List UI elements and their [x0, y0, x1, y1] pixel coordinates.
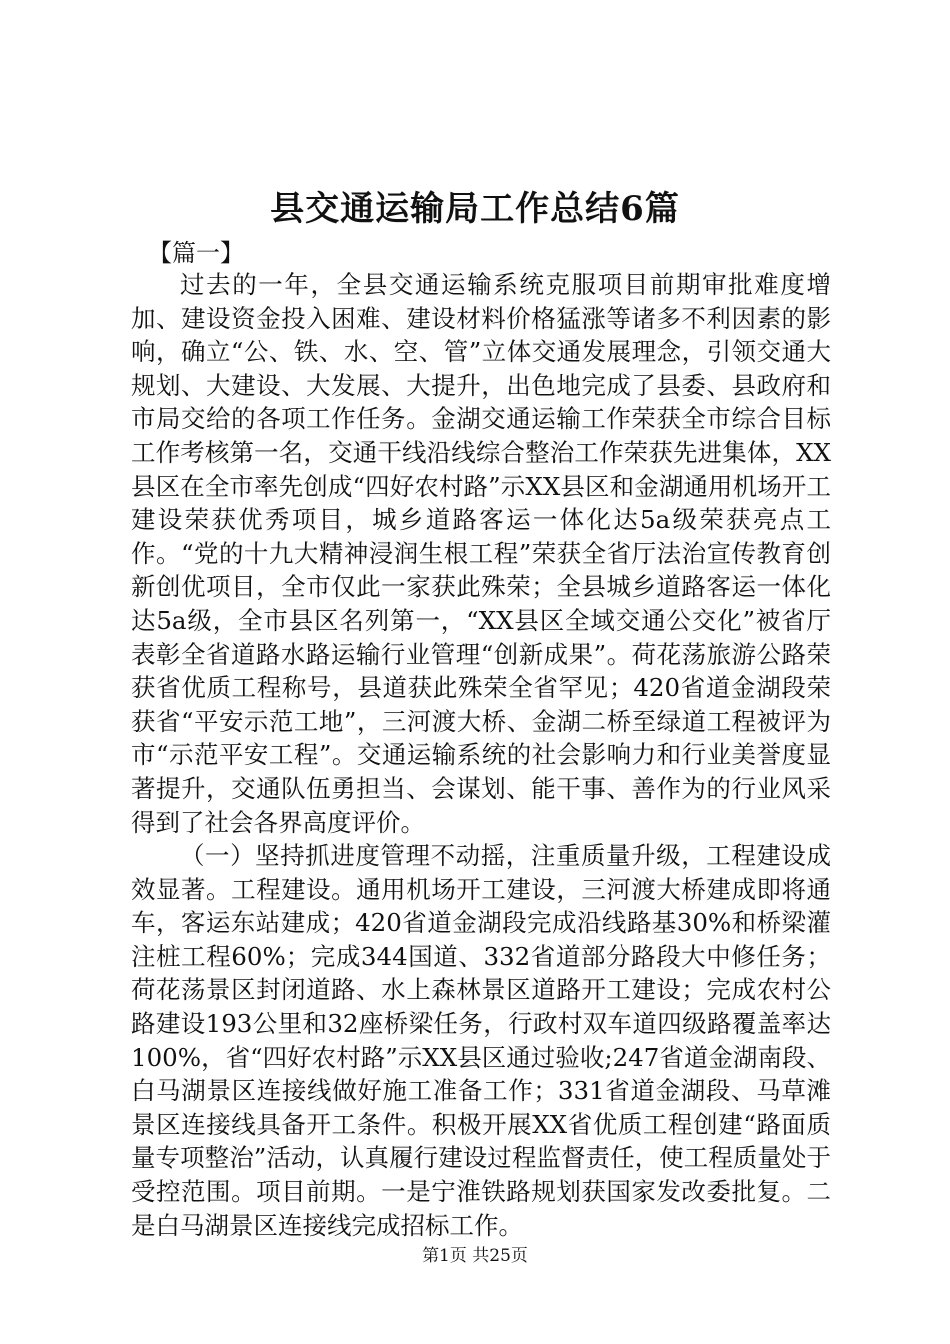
section-label: 【篇一】	[148, 239, 244, 267]
paragraph-1: 过去的一年，全县交通运输系统克服项目前期审批难度增加、建设资金投入困难、建设材料价格猛涨等诸多不利因素的影响，确立“公、铁、水、空、管”立体交通发展理念，引领交通大规划、大建设、大发展、大提升，出色地完成了县委、县政府和市局交给的各项工作任务。金湖交通运输工作荣获全市综合目标工作考核第一名，交通干线沿线综合整治工作荣获先进集体，XX县区在全市率先创成“四好农村路”示XX县区和金湖通用机场开工建设荣获优秀项目，城乡道路客运一体化达5a级荣获亮点工作。“党的十九大精神浸润生根工程”荣获全省厅法治宣传教育创新创优项目，全市仅此一家获此殊荣；全县城乡道路客运一体化达5a级，全市县区名列第一，“XX县区全域交通公交化”被省厅表彰全省道路水路运输行业管理“创新成果”。荷花荡旅游公路荣获省优质工程称号，县道获此殊荣全省罕见；420省道金湖段荣获省“平安示范工地”，三河渡大桥、金湖二桥至绿道工程被评为市“示范平安工程”。交通运输系统的社会影响力和行业美誉度显著提升，交通队伍勇担当、会谋划、能干事、善作为的行业风采得到了社会各界高度评价。	[131, 270, 831, 837]
paragraph-2: （一）坚持抓进度管理不动摇，注重质量升级，工程建设成效显著。工程建设。通用机场开工建设，三河渡大桥建成即将通车，客运东站建成；420省道金湖段完成沿线路基30%和桥梁灌注桩工程60%；完成344国道、332省道部分路段大中修任务；荷花荡景区封闭道路、水上森林景区道路开工建设；完成农村公路建设193公里和32座桥梁任务，行政村双车道四级路覆盖率达100%，省“四好农村路”示XX县区通过验收;247省道金湖南段、白马湖景区连接线做好施工准备工作；331省道金湖段、马草滩景区连接线具备开工条件。积极开展XX省优质工程创建“路面质量专项整治”活动，认真履行建设过程监督责任，使工程质量处于受控范围。项目前期。一是宁淮铁路规划获国家发改委批复。二是白马湖景区连接线完成招标工作。	[131, 841, 831, 1240]
document-title: 县交通运输局工作总结6篇	[270, 189, 680, 229]
document-body	[131, 268, 831, 1242]
page-footer: 第1页 共25页	[422, 1246, 528, 1266]
